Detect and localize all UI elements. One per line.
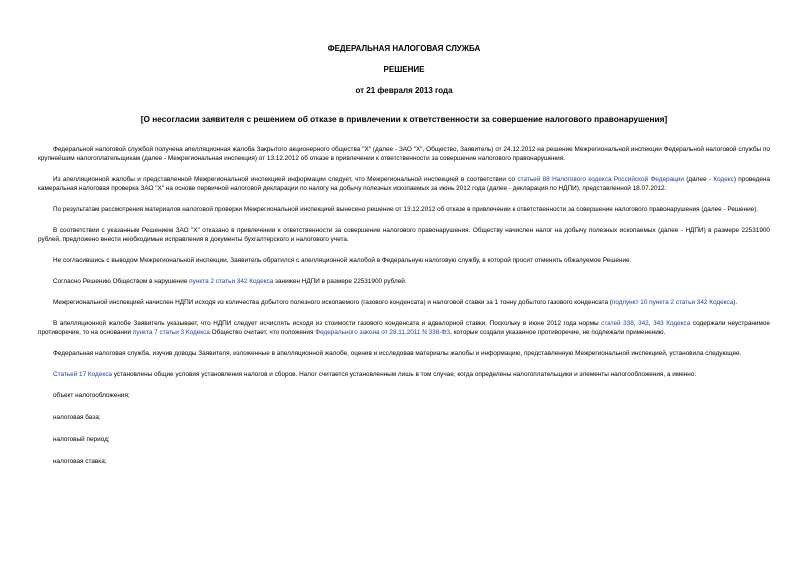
paragraph-10-text-a: установлены общие условия установления налогов и сборов. Налог считается установленным лишь в том случае, когда определены налогоплательщики и элементы налогообложения, а именно: [111, 371, 697, 378]
link-art342[interactable]: 342 [638, 320, 649, 327]
paragraph-5: Не согласившись с выводом Межрегиональной инспекции, Заявитель обратился с апелляционной жалобой в Федеральную налоговую службу, в которой просит отменить обжалуемое Решение. [53, 257, 632, 264]
link-art343[interactable]: 343 Кодекса [653, 320, 691, 327]
list-item: налоговая база; [53, 414, 101, 421]
link-code[interactable]: Кодекс [713, 176, 734, 183]
document-date: от 21 февраля 2013 года [355, 86, 453, 95]
paragraph-8-sep-2: , [648, 320, 654, 327]
link-federal-law-338[interactable]: Федерального закона от 28.11.2011 N 338-ФЗ [315, 329, 451, 336]
paragraph-8-text-c: Общество считает, что положения [209, 329, 316, 336]
paragraph-7-text-a: Межрегиональной инспекцией начислен НДПИ исходя из количества добытого полезного ископаемого (газового конденсата) и налоговой ставки за 1 тонну добытого газового конденсата ( [53, 299, 612, 306]
agency-title: ФЕДЕРАЛЬНАЯ НАЛОГОВАЯ СЛУЖБА [327, 44, 481, 53]
document-page [38, 44, 770, 479]
link-article-88[interactable]: статьей 88 Налогового кодекса Российской Федерации [517, 176, 684, 183]
paragraph-6-text-a: Согласно Решению Обществом в нарушение [53, 278, 190, 285]
paragraph-7-text-b: ). [733, 299, 738, 306]
paragraph-1: Федеральной налоговой службой получена апелляционная жалоба Закрытого акционерного общества "Х" (далее - ЗАО "Х", Общество, Заявитель) от 24.12.2012 на решение Межрегиональной инспекции Федеральной налоговой службы по крупнейшим налогоплательщикам (далее - Межрегиональная инспекция) от 13.12.2012 об отказе в привлечении к ответственности за совершение налогового правонарушения. [38, 146, 770, 162]
paragraph-10 [38, 370, 770, 379]
paragraph-9: Федеральная налоговая служба, изучив доводы Заявителя, изложенные в апелляционной жалобе, оценив и исследовав материалы жалобы и информацию, представленную Межрегиональной инспекцией, установила следующее. [53, 350, 742, 357]
link-art342-sub10[interactable]: подпункт 10 пункта 2 статьи 342 Кодекса [611, 299, 734, 306]
paragraph-8 [38, 319, 770, 337]
paragraph-2-text-a: Из апелляционной жалобы и представленной Межрегиональной инспекцией информации следует, что Межрегиональной инспекцией в соответствии со [53, 176, 518, 183]
link-art3-p7[interactable]: пункта 7 статьи 3 Кодекса [132, 329, 210, 336]
paragraph-7 [38, 298, 770, 307]
paragraph-2-text-c: ) проведена камеральная налоговая проверка ЗАО "Х" на основе первичной налоговой декларации по налогу на добычу полезных ископаемых за июнь 2012 года (далее - декларация по НДПИ), представленной 18.07.2012. [38, 176, 770, 192]
paragraph-4: В соответствии с указанным Решением ЗАО "Х" отказано в привлечении к ответственности за совершение налогового правонарушения. Обществу начислен налог на добычу полезных ископаемых (далее - НДПИ) в размере 22531900 рублей, предложено внести необходимые исправления в документы бухгалтерского и налогового учета. [38, 227, 770, 243]
paragraph-6 [38, 277, 770, 286]
paragraph-8-sep-1: , [633, 320, 639, 327]
list-item: объект налогообложения; [53, 392, 130, 399]
link-article-17[interactable]: Статьей 17 Кодекса [53, 371, 112, 378]
paragraph-6-text-b: занижен НДПИ в размере 22531900 рублей. [273, 278, 407, 285]
link-art338[interactable]: статей 338 [601, 320, 634, 327]
link-art342-p2[interactable]: пункта 2 статьи 342 Кодекса [189, 278, 274, 285]
paragraph-3: По результатам рассмотрения материалов налоговой проверки Межрегиональной инспекцией вынесено решение от 13.12.2012 об отказе в привлечении к ответственности за совершение налогового правонарушения (далее - Решение). [53, 206, 759, 213]
document-subject: [О несогласии заявителя с решением об отказе в привлечении к ответственности за совершение налогового правонарушения] [140, 114, 668, 124]
document-type: РЕШЕНИЕ [383, 65, 425, 74]
paragraph-8-text-d: , которые создали указанное противоречие, не подлежали применению. [450, 329, 666, 336]
list-item: налоговый период; [53, 436, 110, 443]
paragraph-2 [38, 175, 770, 193]
document-body [38, 145, 770, 466]
paragraph-2-text-b: (далее - [683, 176, 714, 183]
list-item: налоговая ставка; [53, 458, 107, 465]
paragraph-8-text-b: содержали неустранимое противоречие, то на основании [38, 320, 770, 336]
paragraph-8-text-a: В апелляционной жалобе Заявитель указывает, что НДПИ следует исчислять исходя из стоимости газового конденсата и адвалорной ставки. Поскольку в июне 2012 года нормы [53, 320, 602, 327]
